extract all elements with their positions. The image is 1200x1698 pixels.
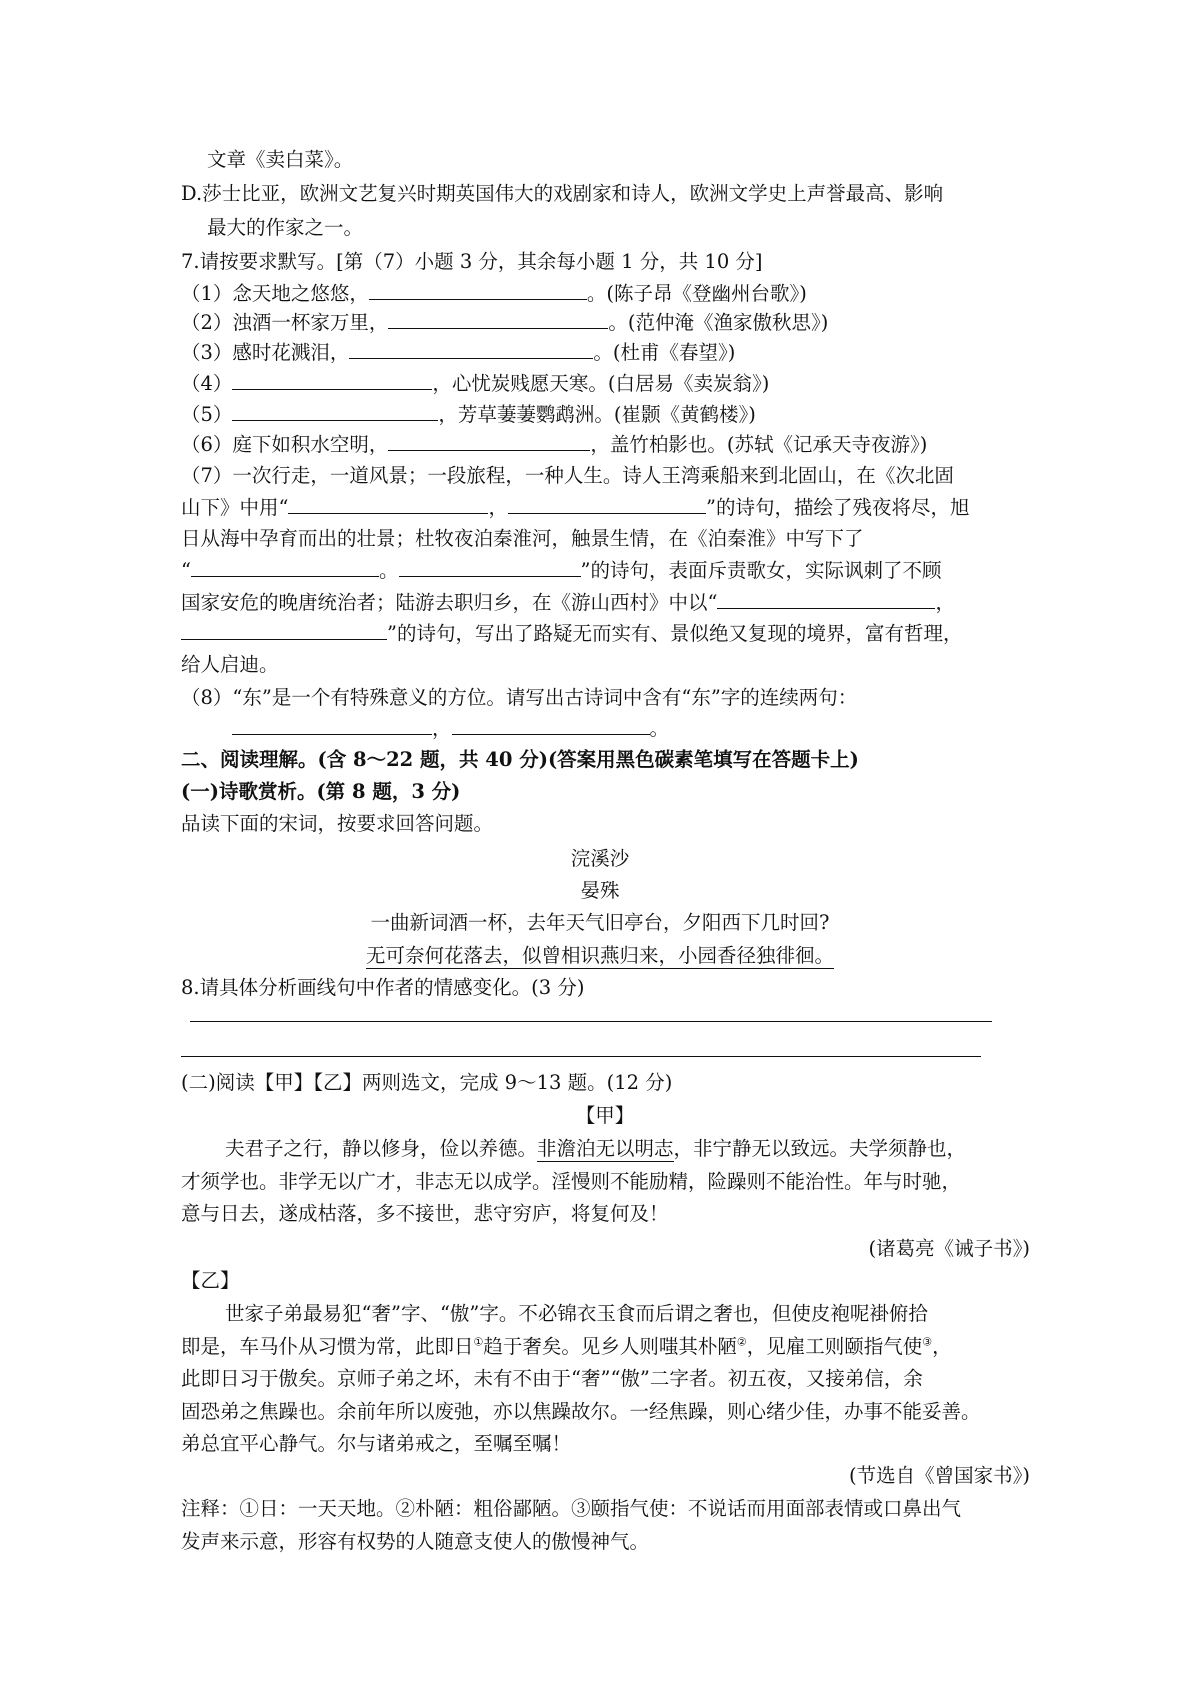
q7-item-7-line7: 给人启迪。 [181,653,279,676]
q7-item-2-pre: （2）浊酒一杯家万里， [181,311,389,334]
yi-p2-c: ，见雇工则颐指气使 [746,1335,923,1358]
q8-answer-line-1[interactable] [190,1021,992,1022]
q7-item-5-post: ，芳草萋萋鹦鹉洲。(崔颢《黄鹤楼》) [438,403,756,426]
q7-item-8-blank-1[interactable] [232,712,432,735]
q7-item-8-sep: ， [432,717,452,740]
q7-item-8-line2 [232,712,669,745]
q8-prompt: 8.请具体分析画线句中作者的情感变化。(3 分) [181,976,585,999]
q7-item-7-l2b: ， [488,496,508,519]
section2-intro: 品读下面的宋词，按要求回答问题。 [181,812,494,835]
section2-sub1: (一)诗歌赏析。(第 8 题，3 分) [181,780,461,803]
q7-item-7-blank-5[interactable] [717,586,935,609]
poem-line2 [0,940,1200,972]
q7-item-7-blank-2[interactable] [508,491,706,514]
yi-para-line5: 弟总宜平心静气。尔与诸弟戒之，至嘱至嘱！ [181,1432,572,1455]
q7-item-7-blank-3[interactable] [191,554,379,577]
q7-item-3-post: 。(杜甫《春望》) [593,341,736,364]
q7-item-4-pre: （4） [181,372,233,395]
q7-item-2-blank[interactable] [388,306,608,329]
q7-item-7-line5 [181,586,955,619]
q6-d-line2: 最大的作家之一。 [207,216,364,239]
q7-item-7-l5b: ， [935,591,955,614]
q7-item-8-blank-2[interactable] [452,712,650,735]
q7-item-6-post: ，盖竹柏影也。(苏轼《记承天寺夜游》) [590,433,928,456]
q7-item-7-blank-4[interactable] [399,554,581,577]
yi-footnote-1: ① [473,1335,484,1349]
q7-item-8-line1: （8）“东”是一个有特殊意义的方位。请写出古诗词中含有“东”字的连续两句： [181,686,858,709]
q7-item-5 [181,398,756,431]
q7-item-1-pre: （1）念天地之悠悠， [181,282,369,305]
yi-para-line3: 此即日习于傲矣。京师子弟之坏，未有不由于“奢”“傲”二字者。初五夜，又接弟信，余 [181,1367,923,1390]
jia-para-line2: 才须学也。非学无以广才，非志无以成学。淫慢则不能励精，险躁则不能治性。年与时驰， [181,1170,962,1193]
q6-c-continuation: 文章《卖白菜》。 [207,148,354,171]
q7-item-7-line3: 日从海中孕育而出的壮景；杜牧夜泊秦淮河，触景生情，在《泊秦淮》中写下了 [181,527,864,550]
q7-heading: 7.请按要求默写。[第（7）小题 3 分，其余每小题 1 分，共 10 分] [181,250,763,273]
jia-p1-a: 夫君子之行，静以修身，俭以养德。 [225,1137,538,1160]
poem-line2-underlined: 无可奈何花落去，似曾相识燕归来，小园香径独徘徊。 [365,944,834,967]
q7-item-1-blank[interactable] [369,277,587,300]
q7-item-1-post: 。(陈子昂《登幽州台歌》) [586,282,807,305]
q7-item-5-blank[interactable] [232,398,438,421]
q7-item-7-l4a: “ [181,559,191,582]
q7-item-7-l4c: ”的诗句，表面斥责歌女，实际讽刺了不顾 [580,559,942,582]
poem-author: 晏殊 [580,879,620,902]
jia-p1-b: ，非宁静无以致远。夫学须静也， [673,1137,967,1160]
q7-item-7-line1: （7）一次行走，一道风景；一段旅程，一种人生。诗人王湾乘船来到北固山，在《次北固 [181,464,954,487]
q7-item-7-l2c: ”的诗句，描绘了残夜将尽，旭 [706,496,970,519]
yi-para-line1: 世家子弟最易犯“奢”字、“傲”字。不必锦衣玉食而后谓之奢也，但使皮袍呢褂俯拾 [225,1302,928,1325]
notes-line2: 发声来示意，形容有权势的人随意支使人的傲慢神气。 [181,1530,650,1553]
yi-label: 【乙】 [181,1269,240,1292]
q7-item-7-l5a: 国家安危的晚唐统治者；陆游去职归乡，在《游山西村》中以“ [181,591,718,614]
yi-footnote-2: ② [736,1335,747,1349]
q7-item-3-blank[interactable] [349,336,593,359]
section2-sub2: (二)阅读【甲】【乙】两则选文，完成 9～13 题。(12 分) [181,1071,673,1094]
q7-item-7-blank-6[interactable] [181,617,387,640]
q7-item-6 [181,428,927,461]
q7-item-4-blank[interactable] [232,367,432,390]
q7-item-2 [181,306,828,339]
yi-p2-a: 即是，车马仆从习惯为常，此即日 [181,1335,474,1358]
q7-item-6-blank[interactable] [388,428,590,451]
q7-item-7-line6 [181,617,962,650]
q7-item-7-l2a: 山下》中用“ [181,496,289,519]
q7-item-7-line4 [181,554,941,587]
poem-line1: 一曲新词酒一杯，去年天气旧亭台，夕阳西下几时回? [370,911,830,934]
q6-d-line1: D.莎士比亚，欧洲文艺复兴时期英国伟大的戏剧家和诗人，欧洲文学史上声誉最高、影响 [181,182,944,205]
yi-p2-d: ， [932,1335,952,1358]
q7-item-6-pre: （6）庭下如积水空明， [181,433,389,456]
q7-item-8-end: 。 [649,717,670,740]
q7-item-7-line2 [181,491,969,524]
q7-item-4-post: ，心忧炭贱愿天寒。(白居易《卖炭翁》) [432,372,770,395]
yi-source: (节选自《曾国家书》) [849,1464,1030,1487]
q7-item-7-l6a: ”的诗句，写出了路疑无而实有、景似绝又复现的境界，富有哲理， [387,622,963,645]
section2-heading: 二、阅读理解。(含 8～22 题，共 40 分)(答案用黑色碳素笔填写在答题卡上) [181,748,859,771]
q7-item-4 [181,367,769,400]
q7-item-3-pre: （3）感时花溅泪， [181,341,350,364]
yi-para-line2 [181,1331,952,1363]
jia-para-line3: 意与日去，遂成枯落，多不接世，悲守穷庐，将复何及！ [181,1202,669,1225]
q7-item-7-l4b: 。 [378,559,399,582]
jia-para-line1 [225,1133,966,1165]
yi-footnote-3: ③ [922,1335,933,1349]
yi-p2-b: 趋于奢矣。见乡人则嗤其朴陋 [483,1335,737,1358]
yi-para-line4: 固恐弟之焦躁也。余前年所以废弛，亦以焦躁故尔。一经焦躁，则心绪少佳，办事不能妥善。 [181,1400,981,1423]
q8-answer-line-2[interactable] [181,1056,981,1057]
q7-item-5-pre: （5） [181,403,233,426]
q7-item-7-blank-1[interactable] [288,491,488,514]
q7-item-2-post: 。(范仲淹《渔家傲秋思》) [608,311,829,334]
poem-title: 浣溪沙 [570,847,630,870]
jia-underlined-phrase: 非澹泊无以明志 [537,1137,674,1160]
jia-source: (诸葛亮《诫子书》) [868,1237,1030,1260]
notes-line1: 注释：①日：一天天地。②朴陋：粗俗鄙陋。③颐指气使：不说话而用面部表情或口鼻出气 [181,1497,962,1520]
q7-item-3 [181,336,735,369]
jia-label: 【甲】 [575,1104,635,1127]
